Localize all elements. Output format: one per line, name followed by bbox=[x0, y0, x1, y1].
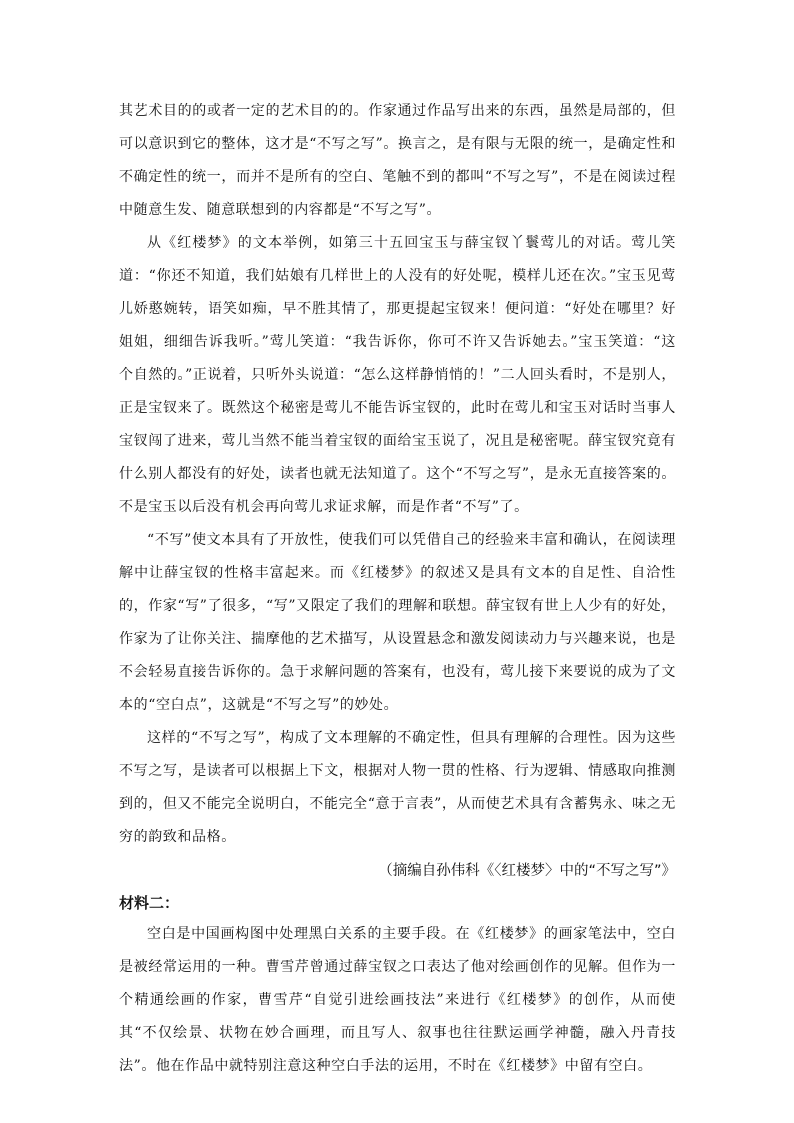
paragraph: 从《红楼梦》的文本举例，如第三十五回宝玉与薛宝钗丫鬟莺儿的对话。莺儿笑道：“你还不知道，我们姑娘有几样世上的人没有的好处呢，模样儿还在次。”宝玉见莺儿娇憨婉转，语笑如痴，早不胜其情了，那更提起宝钗来！便问道：“好处在哪里？好姐姐，细细告诉我听。”莺儿笑道：“我告诉你，你可不许又告诉她去。”宝玉笑道：“这个自然的。”正说着，只听外头说道：“怎么这样静悄悄的！”二人回头看时，不是别人，正是宝钗来了。既然这个秘密是莺儿不能告诉宝钗的，此时在莺儿和宝玉对话时当事人宝钗闯了进来，莺儿当然不能当着宝钗的面给宝玉说了，况且是秘密呢。薛宝钗究竟有什么别人都没有的好处，读者也就无法知道了。这个“不写之写”，是永无直接答案的。不是宝玉以后没有机会再向莺儿求证求解，而是作者“不写”了。 bbox=[119, 235, 676, 515]
paragraph: “不写”使文本具有了开放性，使我们可以凭借自己的经验来丰富和确认，在阅读理解中让薛宝钗的性格丰富起来。而《红楼梦》的叙述又是具有文本的自足性、自洽性的，作家“写”了很多，“写”又限定了我们的理解和联想。薛宝钗有世上人少有的好处，作家为了让你关注、揣摩他的艺术描写，从设置悬念和激发阅读动力与兴趣来说，也是不会轻易直接告诉你的。急于求解问题的答案有，也没有，莺儿接下来要说的成为了文本的“空白点”，这就是“不写之写”的妙处。 bbox=[119, 532, 676, 713]
source-citation: （摘编自孙伟科《〈红楼梦〉中的“不写之写”》 bbox=[378, 863, 676, 879]
document-body bbox=[119, 95, 676, 1083]
paragraph: 这样的“不写之写”，构成了文本理解的不确定性，但具有理解的合理性。因为这些不写之写，是读者可以根据上下文，根据对人物一贯的性格、行为逻辑、情感取向推测到的，但又不能完全说明白，不能完全“意于言表”，从而使艺术具有含蓄隽永、味之无穷的韵致和品格。 bbox=[119, 730, 676, 845]
paragraph: 其艺术目的的或者一定的艺术目的的。作家通过作品写出来的东西，虽然是局部的，但可以意识到它的整体，这才是“不写之写”。换言之，是有限与无限的统一，是确定性和不确定性的统一，而并不是所有的空白、笔触不到的都叫“不写之写”，不是在阅读过程中随意生发、随意联想到的内容都是“不写之写”。 bbox=[119, 103, 676, 218]
paragraph: 空白是中国画构图中处理黑白关系的主要手段。在《红楼梦》的画家笔法中，空白是被经常运用的一种。曹雪芹曾通过薛宝钗之口表达了他对绘画创作的见解。但作为一个精通绘画的作家，曹雪芹“自觉引进绘画技法”来进行《红楼梦》的创作，从而使其“不仅绘景、状物在妙合画理，而且写人、叙事也往往默运画学神髓，融入丹青技法”。他在作品中就特别注意这种空白手法的运用，不时在《红楼梦》中留有空白。 bbox=[119, 926, 676, 1074]
section-heading: 材料二： bbox=[119, 894, 180, 912]
